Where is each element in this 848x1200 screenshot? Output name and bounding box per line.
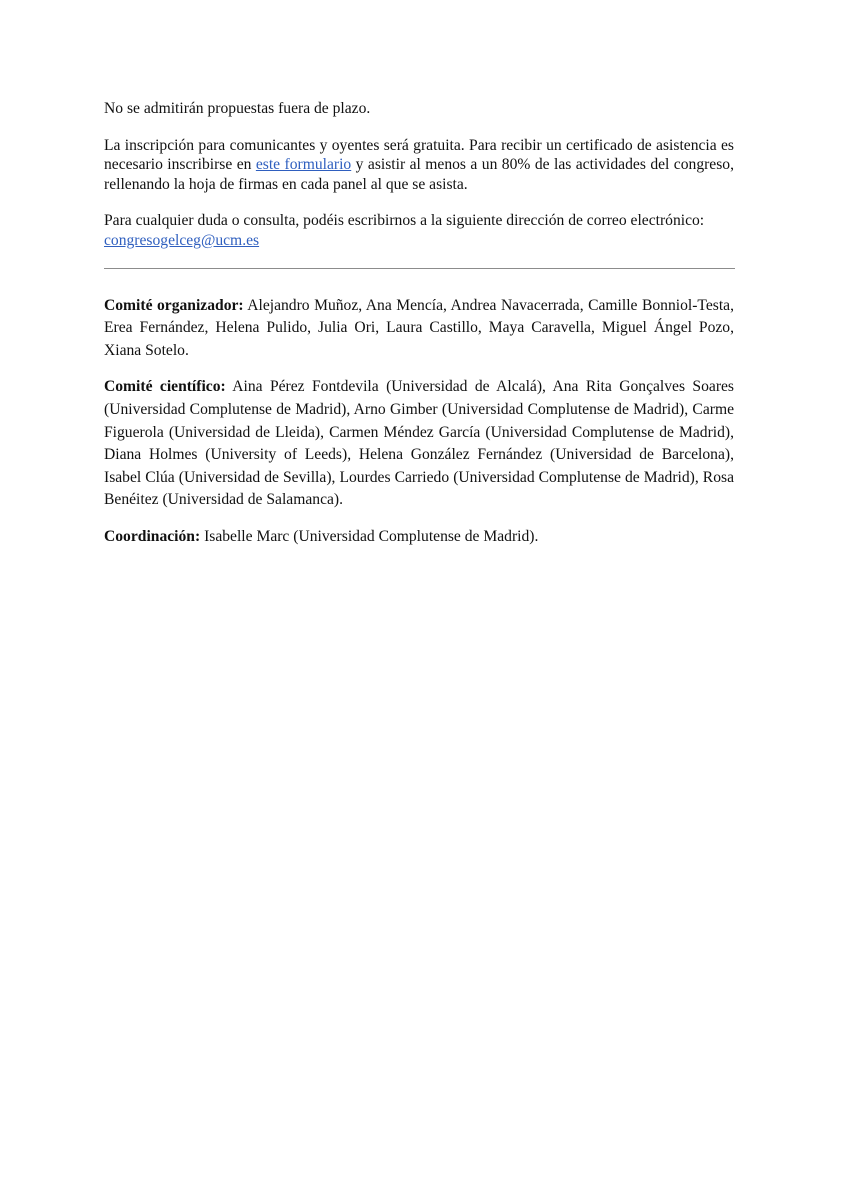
registration-paragraph [104,136,734,195]
horizontal-divider [104,268,735,269]
coordination [104,526,734,549]
organizing-committee [104,295,734,363]
coordination-members: Isabelle Marc (Universidad Complutense de Madrid). [200,527,539,545]
organizing-committee-members: Alejandro Muñoz, Ana Mencía, Andrea Navacerrada, Camille Bonniol-Testa, Erea Fernández, Helena Pulido, Julia Ori, Laura Castillo, Maya Caravella, Miguel Ángel Pozo, Xiana Sotelo. [104,296,734,359]
scientific-committee-members: Aina Pérez Fontdevila (Universidad de Alcalá), Ana Rita Gonçalves Soares (Universidad Complutense de Madrid), Arno Gimber (Universidad Complutense de Madrid), Carme Figuerola (Universidad de Lleida), Carmen Méndez García (Universidad Complutense de Madrid), Diana Holmes (University of Leeds), Helena González Fernández (Universidad de Barcelona), Isabel Clúa (Universidad de Sevilla), Lourdes Carriedo (Universidad Complutense de Madrid), Rosa Benéitez (Universidad de Salamanca). [104,378,734,509]
document-page [104,99,734,549]
scientific-committee-label: Comité científico: [104,378,226,396]
registration-text-end: y asistir al menos a un 80% de las actividades del congreso, rellenando la hoja de firmas en cada panel al que se asista. [104,156,734,193]
coordination-label: Coordinación: [104,527,201,545]
contact-email-link[interactable]: congresogelceg@ucm.es [104,231,260,249]
scientific-committee [104,376,734,512]
organizing-committee-label: Comité organizador: [104,296,244,314]
contact-text: Para cualquier duda o consulta, podéis escribirnos a la siguiente dirección de correo electrónico: [104,212,705,230]
contact-paragraph [104,211,734,250]
registration-text-start: La inscripción para comunicantes y oyentes será gratuita. Para recibir un certificado de asistencia es necesario inscribirse en [104,136,734,174]
registration-form-link[interactable]: este formulario [255,156,352,174]
deadline-note: No se admitirán propuestas fuera de plazo. [104,100,371,117]
